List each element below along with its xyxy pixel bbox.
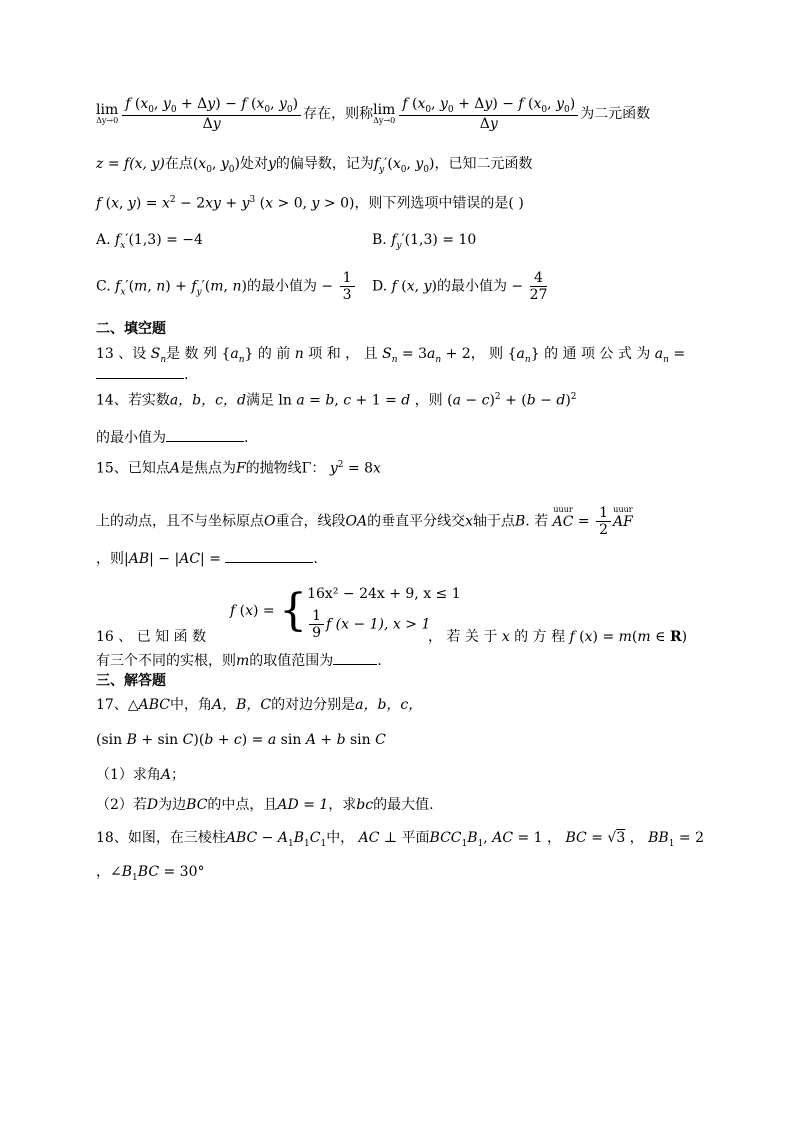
q14-line1: 14、若实数a，b，c，d满足 ln a = b, c + 1 = d ，则 $(a - c)^2 + (b - d)^2$ [96,392,577,409]
q12-option-c-fraction: $\frac{1}{3}$ [340,270,355,303]
q12-binary-function-text: 为二元函数 [580,106,651,123]
q16-piecewise: f (x) = { 16x² − 24x + 9, x ≤ 1 $\frac{1}{9}$ f (x − 1), x > 1 [230,584,461,641]
q16-line1 [96,630,206,644]
q12-option-a-value: (1,3) = −4 [128,232,203,248]
q17-part1: （1）求角A； [96,767,186,783]
q12-z-expr: z = f(x, y) [96,156,165,172]
q12-option-a: A. $f_x'(1,3) = -4$ [96,232,203,251]
q15-line2: 上的动点，且不与坐标原点O重合，线段OA的垂直平分线交x轴于点B. 若 uuur AC = $\frac{1}{2}$ uuur AF [96,504,633,539]
q15-line3: ，则|AB| − |AC| = . [96,551,318,567]
q12-option-d-fraction: $\frac{4}{27}$ [529,270,548,304]
q16-answer-blank[interactable] [333,652,377,665]
q13-text-5: 的 通 项 公 式 为 [544,346,651,362]
q13-text-1: 是 数 列 [166,346,218,362]
q12-option-c-text: 的最小值为 [246,278,317,295]
q12-line1 [96,96,650,132]
q13-text-3: 项 和 ， 且 [308,346,378,362]
limit-operator-2: lim Δy→0 [373,102,396,126]
q12-option-b-value: (1,3) = 10 [404,232,477,248]
q12-given-text: ，已知二元函数 [434,156,533,172]
q12-at-point: 在点 [164,156,193,172]
q14-tail: 的最小值为 [96,430,166,446]
q13-text-2: 的 前 [257,346,291,362]
q18-line2: ，$\angle B_1BC = 30^\circ$ [96,864,205,883]
q16-line2: 有三个不同的实根，则m的取值范围为 . [96,653,382,669]
limit-operator: lim Δy→0 [96,102,119,126]
q14-end: . [244,430,249,446]
difference-quotient-2: $\frac{f (x_0, y_0 + \Delta y) - f (x_0, y_0)}{\Delta y}$ [399,96,578,132]
q14-condition: 满足 [245,392,274,409]
q16-lead: 16 、 已 知 函 数 [96,629,207,645]
q17-equation: (sin B + sin C)(b + c) = a sin A + b sin C [96,732,386,748]
q12-line2: z = f(x, y)在点($x_0$, $y_0$)处对y的偏导数，记为$f_y'(x_0$, $y_0$)，已知二元函数 [96,156,533,175]
q17-part2: （2）若D为边BC的中点，且AD = 1，求bc的最大值. [96,797,434,813]
q12-line3: f (x, $y) = x^2 - 2xy + y^3$ (x > 0, y > 0)，则下列选项中错误的是( ) [96,195,524,212]
vector-af: uuur AF [613,504,633,530]
q15-answer-blank[interactable] [225,550,313,563]
q12-option-b: B. $f_y'(1,3) = 10$ [372,232,477,251]
q14-line2 [96,429,248,445]
q14-vars: a，b，c，d [169,392,246,409]
q12-question-text: ，则下列选项中错误的是( ) [354,195,524,212]
q15-line1: 15、已知点A是焦点为F的抛物线Γ： $y^2 = 8x$ [96,460,381,477]
q12-exists-text: 存在，则称 [303,106,374,123]
q14-lead: 14、若实数 [96,392,170,409]
q12-option-d: D. f (x, y)的最小值为 − $\frac{4}{27}$ [372,270,548,304]
q15-lead: 15、已知点 [96,460,170,477]
q13-answer-blank[interactable]: . [96,366,188,382]
q12-y-var: y [267,156,276,172]
q12-option-d-text: 的最小值为 [436,278,507,295]
section-fill-in-heading: 二、填空题 [96,321,166,337]
half-fraction: $\frac{1}{2}$ [596,505,611,538]
q13-lead: 13 、设 [96,346,147,362]
q13-line1: 13 、设 $S_n$是 数 列 $\{a_n\}$ 的 前 n 项 和 ， 且 $S_n = 3a_n + 2$， 则 $\{a_n\}$ 的 通 项 公 式 为 $a_n$ = [96,346,686,365]
q16-line1-right: ， 若 关 于 x 的 方 程 f (x) = m(m ∈ R) [428,629,688,645]
q17-line1: 17、△ABC中，角A，B，C的对边分别是a，b，c， [96,697,423,713]
q18-line1: 18、如图，在三棱柱ABC − $A_1B_1C_1$中， AC ⊥ 平面$BCC_1B_1$, AC = 1 ， BC = √3 ， $BB_1 = 2$ [96,830,704,849]
q12-option-c: C. $f_x'(m$, $n) + f_y'(m$, n)的最小值为 − $\frac{1}{3}$ [96,270,357,303]
difference-quotient: $\frac{f (x_0, y_0 + \Delta y) - f (x_0, y_0)}{\Delta y}$ [122,96,301,132]
section-solve-heading: 三、解答题 [96,673,166,689]
q12-partial-text: 处对 [239,156,268,172]
q12-partial-derivative-text: 的偏导数，记为 [275,156,374,172]
q13-text-4: ， 则 [470,346,504,362]
vector-ac: uuur AC [552,504,574,530]
q14-answer-blank[interactable] [166,429,244,442]
